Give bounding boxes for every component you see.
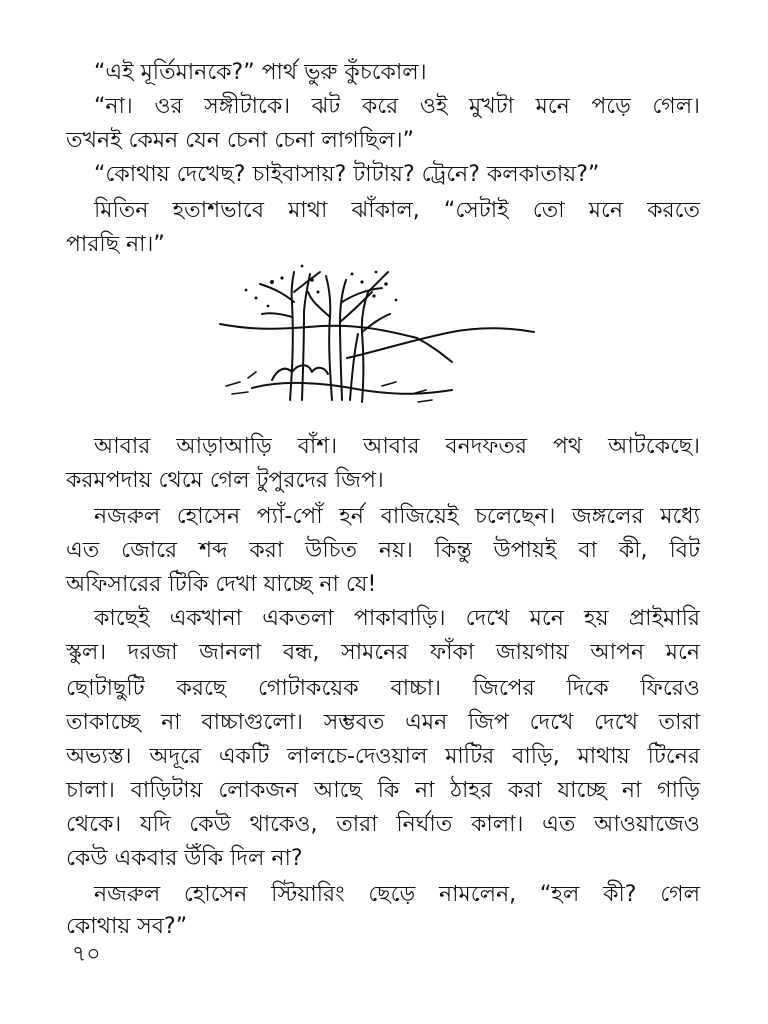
- text-line: কাছেই একখানা একতলা পাকাবাড়ি। দেখে মনে হয় প্রাইমারি: [94, 606, 700, 631]
- text-line: এত জোরে শব্দ করা উচিত নয়। কিন্তু উপায়ই বা কী, বিট: [66, 538, 700, 563]
- text-line: “কোথায় দেখেছ? চাইবাসায়? টাটায়? ট্রেনে? কলকাতায়?”: [94, 162, 600, 187]
- trees-illustration: [212, 262, 542, 412]
- text-line: নজরুল হোসেন প্যাঁ-পোঁ হর্ন বাজিয়েই চলেছেন। জঙ্গলের মধ্যে: [94, 504, 700, 529]
- text-line: কোথায় সব?”: [66, 914, 188, 939]
- text-line: ছোটাছুটি করছে গোটাকয়েক বাচ্চা। জিপের দিকে ফিরেও: [66, 676, 700, 701]
- text-line: তখনই কেমন যেন চেনা চেনা লাগছিল।”: [66, 128, 414, 153]
- text-line: নজরুল হোসেন স্টিয়ারিং ছেড়ে নামলেন, “হল কী? গেল: [94, 882, 700, 907]
- text-line: অফিসারের টিকি দেখা যাচ্ছে না যে!: [66, 572, 377, 597]
- text-line: তাকাচ্ছে না বাচ্চাগুলো। সম্ভবত এমন জিপ দেখে দেখে তারা: [66, 710, 700, 735]
- text-line: আবার আড়াআড়ি বাঁশ। আবার বনদফতর পথ আটকেছে।: [94, 434, 700, 459]
- text-line: করমপদায় থেমে গেল টুপুরদের জিপ।: [66, 468, 384, 493]
- text-line: “না। ওর সঙ্গীটাকে। ঝট করে ওই মুখটা মনে পড়ে গেল।: [94, 94, 700, 119]
- text-line: অভ্যস্ত। অদূরে একটি লালচে-দেওয়াল মাটির বাড়ি, মাথায় টিনের: [66, 744, 700, 769]
- text-line: স্কুল। দরজা জানলা বন্ধ, সামনের ফাঁকা জায়গায় আপন মনে: [66, 640, 700, 665]
- page-number: ৭০: [72, 942, 101, 967]
- text-line: “এই মূর্তিমানকে?” পার্থ ভুরু কুঁচকোল।: [94, 60, 427, 85]
- text-line: চালা। বাড়িটায় লোকজন আছে কি না ঠাহর করা যাচ্ছে না গাড়ি: [66, 778, 700, 803]
- text-line: থেকে। যদি কেউ থাকেও, তারা নির্ঘাত কালা। এত আওয়াজেও: [66, 812, 700, 837]
- text-line: কেউ একবার উঁকি দিল না?: [66, 846, 303, 871]
- text-line: মিতিন হতাশভাবে মাথা ঝাঁকাল, “সেটাই তো মনে করতে: [94, 198, 700, 223]
- text-line: পারছি না।”: [66, 232, 165, 257]
